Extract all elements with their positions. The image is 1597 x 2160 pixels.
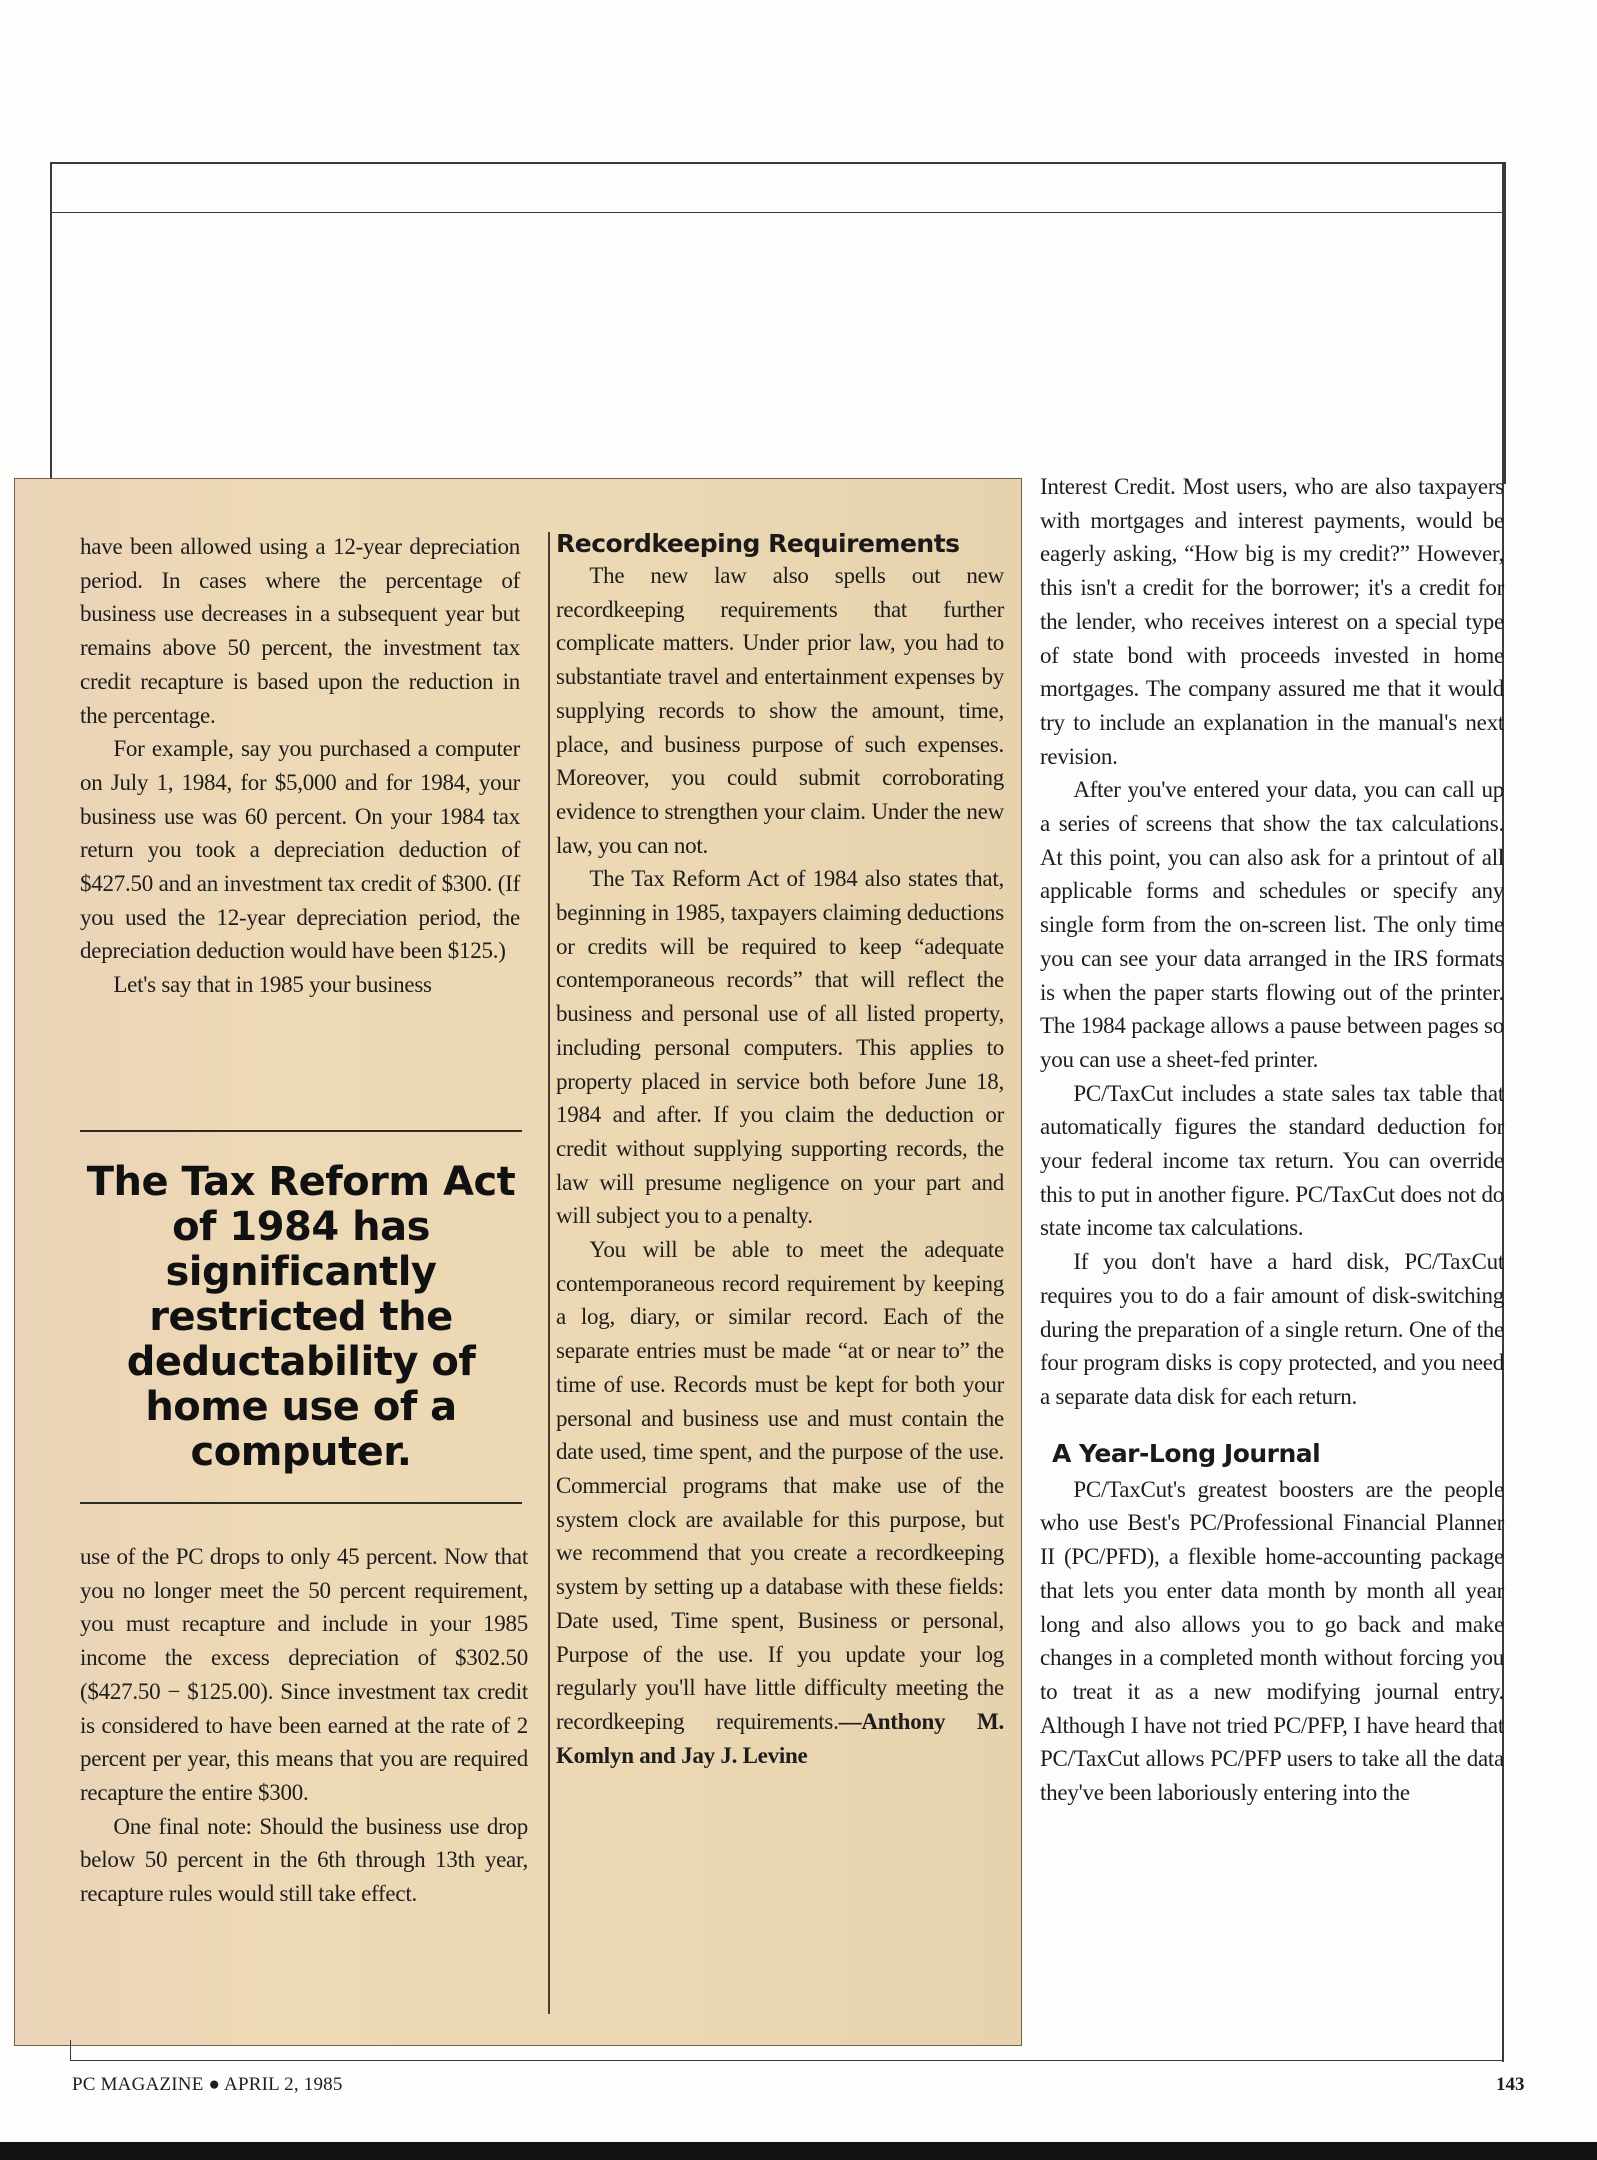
- figure-divider: [50, 212, 1504, 213]
- section-heading: Recordkeeping Requirements: [556, 529, 960, 558]
- page-number: 143: [1496, 2074, 1525, 2095]
- paragraph: If you don't have a hard disk, PC/TaxCut requires you to do a fair amount of disk-switching during the preparation of a single return. One of the four program disks is copy protected, and you need a separate data disk for each return.: [1040, 1249, 1504, 1409]
- pull-quote-text: The Tax Reform Act of 1984 has significantly restricted the deductability of home use of a computer.: [86, 1158, 516, 1475]
- paragraph: PC/TaxCut's greatest boosters are the people who use Best's PC/Professional Financial Planner II (PC/PFD), a flexible home-accounting package that lets you enter data month by month all year long and also allows you to go back and make changes in a completed month without forcing you to treat it as a new modifying journal entry. Although I have not tried PC/PFP, I have heard that PC/TaxCut allows PC/PFP users to take all the data they've been laboriously entering into the: [1040, 1476, 1504, 1806]
- scan-edge: [0, 2142, 1597, 2160]
- paragraph: [556, 1233, 1004, 1772]
- paragraph: have been allowed using a 12-year depreciation period. In cases where the percentage of business use decreases in a subsequent year but remains above 50 percent, the investment tax credit recapture is based upon the reduction in the percentage.: [80, 534, 520, 728]
- footer-rule: [70, 2060, 1504, 2061]
- paragraph: One final note: Should the business use drop below 50 percent in the 6th through 13th year, recapture rules would still take effect.: [80, 1813, 528, 1907]
- paragraph: The new law also spells out new recordkeeping requirements that further complicate matters. Under prior law, you had to substantiate travel and entertainment expenses by supplying records to show the amount, time, place, and business purpose of such expenses. Moreover, you could submit corroborating evidence to strengthen your claim. Under the new law, you can not.: [556, 563, 1004, 858]
- paragraph: For example, say you purchased a computer on July 1, 1984, for $5,000 and for 1984, your business use was 60 percent. On your 1984 tax return you took a depreciation deduction of $427.50 and an investment tax credit of $300. (If you used the 12-year depreciation period, the depreciation deduction would have been $125.): [80, 736, 520, 964]
- paragraph: PC/TaxCut includes a state sales tax table that automatically figures the standard deduction for your federal income tax return. You can override this to put in another figure. PC/TaxCut does not do state income tax calculations.: [1040, 1080, 1504, 1241]
- sidebar-column-1-top: [80, 530, 520, 1002]
- column-divider: [548, 532, 550, 2014]
- article-column-3: [1040, 470, 1504, 1810]
- sidebar-column-1-bottom: [80, 1540, 528, 1911]
- pull-quote: [80, 1130, 522, 1504]
- figure-frame: [50, 162, 1506, 484]
- paragraph-text: You will be able to meet the adequate contemporaneous record requirement by keeping a log, diary, or similar record. Each of the separate entries must be made “at or near to” the time of use. Records must be kept for both your personal and business use and must contain the date used, time spent, and the purpose of the use. Commercial programs that make use of the system clock are available for this purpose, but we recommend that you create a recordkeeping system by setting up a database with these fields: Date used, Time spent, Business or personal, Purpose of the use. If you update your log regularly you'll have little difficulty meeting the recordkeeping requirements.: [556, 1237, 1004, 1734]
- paragraph: use of the PC drops to only 45 percent. Now that you no longer meet the 50 percent requirement, you must recapture and include in your 1985 income the excess depreciation of $302.50 ($427.50 − $125.00). Since investment tax credit is considered to have been earned at the rate of 2 percent per year, this means that you are required recapture the entire $300.: [80, 1544, 528, 1805]
- footer-tick: [70, 2040, 71, 2060]
- paragraph: The Tax Reform Act of 1984 also states that, beginning in 1985, taxpayers claiming deductions or credits will be required to keep “adequate contemporaneous records” that will reflect the business and personal use of all listed property, including personal computers. This applies to property placed in service both before June 18, 1984 and after. If you claim the deduction or credit without supplying supporting records, the law will presume negligence on your part and will subject you to a penalty.: [556, 866, 1004, 1229]
- sidebar-column-2: [556, 528, 1004, 1772]
- paragraph: Let's say that in 1985 your business: [113, 972, 432, 998]
- footer-publication: PC MAGAZINE ● APRIL 2, 1985: [72, 2074, 343, 2095]
- paragraph: Interest Credit. Most users, who are also taxpayers with mortgages and interest payments, would be eagerly asking, “How big is my credit?” However, this isn't a credit for the borrower; it's a credit for the lender, who receives interest on a special type of state bond with proceeds invested in home mortgages. The company assured me that it would try to include an explanation in the manual's next revision.: [1040, 474, 1504, 769]
- byline: —Anthony M. Komlyn and Jay J. Levine: [556, 1708, 1004, 1768]
- paragraph: After you've entered your data, you can call up a series of screens that show the tax calculations. At this point, you can also ask for a printout of all applicable forms and schedules or specify any single form from the on-screen list. The only time you can see your data arranged in the IRS formats is when the paper starts flowing out of the printer. The 1984 package allows a pause between pages so you can use a sheet-fed printer.: [1040, 777, 1504, 1072]
- section-heading: A Year-Long Journal: [1052, 1438, 1321, 1468]
